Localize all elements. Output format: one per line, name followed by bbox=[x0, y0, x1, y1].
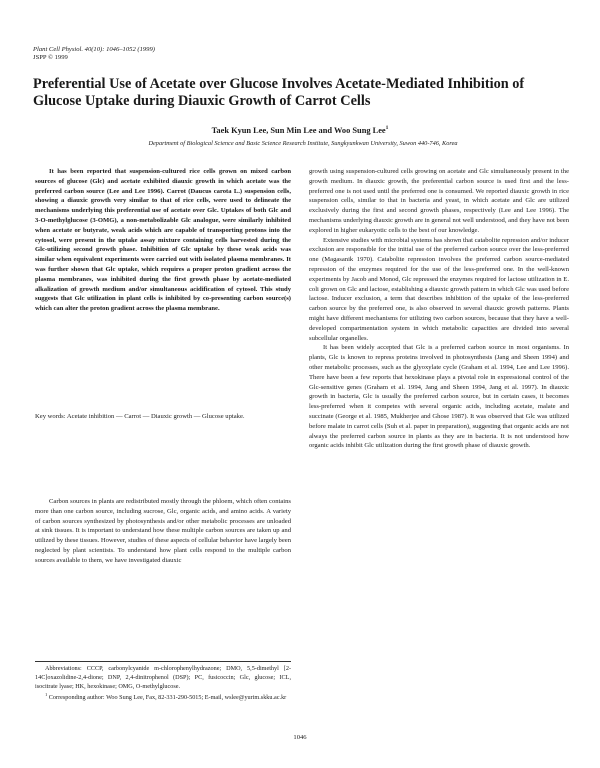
paper-title: Preferential Use of Acetate over Glucose Involves Acetate-Mediated Inhibition of Glucose Uptake during Diauxic Growth of Carrot Cells bbox=[33, 76, 525, 109]
abstract bbox=[35, 167, 291, 314]
journal-citation: Plant Cell Physiol. 40(10): 1046–1052 (1999) bbox=[33, 46, 155, 53]
keywords-text: Acetate inhibition — Carrot — Diauxic growth — Glucose uptake. bbox=[66, 413, 245, 420]
author-line bbox=[0, 125, 600, 135]
footnotes bbox=[35, 661, 291, 703]
right-paragraph-1: growth using suspension-cultured cells growing on acetate and Glc simultaneously present in the growth medium. In diauxic growth, the preferential carbon source is used first and the less-preferred one is not used until the preferred one is consumed. We reported diauxic growth in rice suspension cells, similar to that in bacteria and yeast, in which acetate and Glc are utilized exclusively during the first and second growth phases, respectively (Lee and Lee 1996). The mechanisms underlying diauxic growth are in general not well understood, and they have not been explored in higher eukaryotic cells to the best of our knowledge. bbox=[309, 168, 569, 234]
copyright-line: JSPP © 1999 bbox=[33, 54, 68, 62]
right-paragraph-2: Extensive studies with microbial systems has shown that catabolite repression and/or inducer exclusion are responsible for the initial use of the preferred carbon source over the less-preferred one (Magasanik 1970). Catabolite repression involves the preferred carbon source-mediated repression of the enzymes required for the use of the less-preferred one. In the well-known experiments by Jacob and Monod, Glc repressed the enzymes required for lactose utilization in E. coli grown on Glc and lactose, establishing a diauxic growth pattern in which Glc was used before lactose. Inducer exclusion, a term that describes inhibition of the uptake of the less-preferred carbon source by the preferred one, is also observed in several diauxic growth patterns. Plants might have different mechanisms for utilizing two carbon sources, because that they have a well-developed compartmentation system in which metabolic capacities are divided into several subcellular organelles. bbox=[309, 236, 569, 342]
author-names: Taek Kyun Lee, Sun Min Lee and Woo Sung Lee bbox=[211, 125, 386, 135]
author-footnote-mark: 1 bbox=[385, 125, 389, 131]
keywords bbox=[35, 412, 291, 422]
intro-left-column bbox=[35, 497, 291, 566]
page-number: 1046 bbox=[293, 734, 307, 741]
abbreviations-footnote: Abbreviations: CCCP, carbonylcyanide m-chlorophenylhydrazone; DMO, 5,5-dimethyl [2-14C]oxazolidine-2,4-dione; DNP, 2,4-dinitrophenol (DSP); PC, fusicoccin; Glc, glucose; ICL, isocitrate lyase; HK, hexokinase; OMG, O-methylglucose. bbox=[35, 665, 291, 690]
keywords-label: Key words: bbox=[35, 413, 66, 420]
right-paragraph-3: It has been widely accepted that Glc is a preferred carbon source in most organisms. In plants, Glc is known to repress proteins involved in photosynthesis (Jang and Sheen 1994) and other metabolic processes, such as the glyoxylate cycle (Graham et al. 1994, Lee and Lee 1996). There have been a few reports that hexokinase plays a pivotal role in expressional control of the Glc-sensitive genes (Graham et al. 1994, Jang and Sheen 1994, Jang et al. 1997). In diauxic growth in bacteria, Glc is usually the preferred carbon source, but in certain cases, it becomes less-preferred when it competes with several organic acids, including acetate, malate and succinate (George et al. 1985, Mukherjee and Ghose 1987). It was observed that Glc was utilized before malate in carrot cells (Suh et al. paper in preparation), suggesting that organic acids are not always the preferred carbon source in plants as they are in bacteria. It is not understood how organic acids inhibit Glc utilization during the first growth phase of diauxic growth. bbox=[309, 344, 569, 450]
right-column bbox=[309, 167, 569, 451]
abstract-text: It has been reported that suspension-cultured rice cells grown on mixed carbon sources of glucose (Glc) and acetate exhibited diauxic growth in which acetate was the preferred carbon source (Lee and Lee 1996). Carrot (Daucus carota L.) suspension cells, showing a diauxic growth very similar to that of rice cells, were used to delineate the mechanisms underlying this preferential use of acetate over Glc. Uptakes of both Glc and 3-O-methylglucose (3-OMG), a non-metabolizable Glc analogue, were similarly inhibited when acetate or butyrate, weak acids which are capable of transporting protons into the cytosol, were present in the uptake assay mixture containing cells harvested during the Glc-utilizing second growth phase. Inhibition of Glc uptake by these weak acids was similar when equivalent experiments were carried out with isolated plasma membranes. It was further shown that Glc uptake, which requires a proper proton gradient across the plasma membranes, was inhibited during the first growth phase by acetate-mediated alkalization of growth medium and/or simultaneous acidification of cytosol. This study suggests that Glc utilization in plant cells is inhibited by co-presenting carbon source(s) which can alter the proton gradient across the plasma membrane. bbox=[35, 168, 291, 313]
intro-paragraph: Carbon sources in plants are redistributed mostly through the phloem, which often contains more than one carbon source, including sucrose, Glc, organic acids, and amino acids. A variety of carbon sources synthesized by photosynthesis and/or other metabolic processes are unloaded at sink tissues. It is important to understand how these multiple carbon sources are taken up and utilized by these tissues. However, studies of these aspects of cellular behavior have largely been neglected by plant scientists. To understand how plant cells respond to the multiple carbon sources available to them, we have investigated diauxic bbox=[35, 498, 291, 564]
journal-header bbox=[33, 46, 155, 63]
corresponding-author-footnote: Corresponding author: Woo Sung Lee, Fax, 82-331-290-5015; E-mail, wslee@yurim.skku.ac.kr bbox=[48, 694, 287, 702]
corresponding-footnote-mark: 1 bbox=[45, 692, 48, 698]
affiliation: Department of Biological Science and Basic Science Research Institute, Sungkyunkwan University, Suwon 440-746, Korea bbox=[148, 140, 458, 147]
